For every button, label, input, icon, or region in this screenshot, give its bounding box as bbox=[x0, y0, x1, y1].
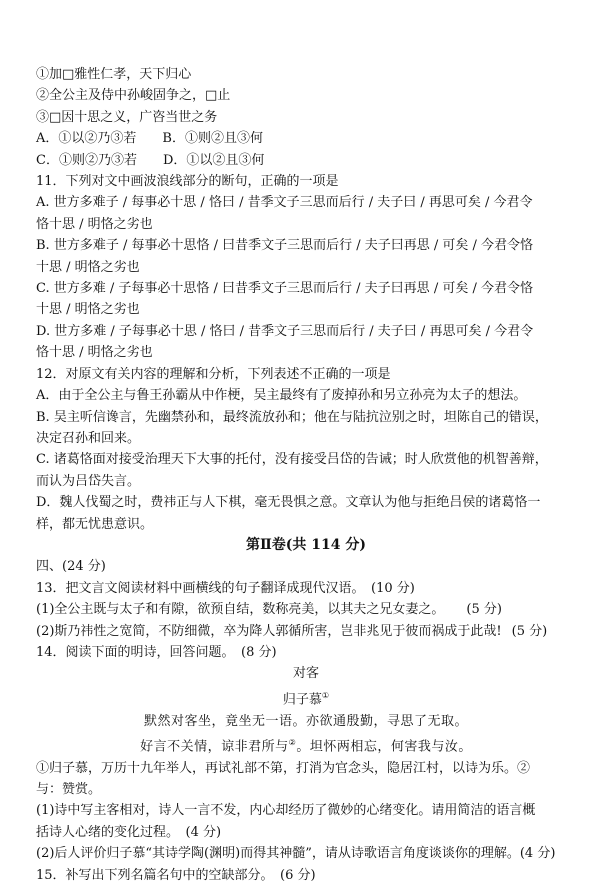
q14-item-1-cont: 括诗人心绪的变化过程。 (4 分) bbox=[36, 824, 222, 840]
footnote-marker-1: ① bbox=[321, 690, 330, 700]
poem-line-2-a: 好言不关情，谅非君所与 bbox=[140, 739, 289, 755]
footnote-line: ①归子慕，万历十九年举人，再试礼部不第，打消为官念头，隐居江村，以诗为乐。② bbox=[36, 760, 531, 776]
choice-ab: A．①以②乃③若 B．①则②且③何 bbox=[36, 131, 263, 147]
poem-line-1: 默然对客坐，竟坐无一语。亦欲通殷勤，寻思了无取。 bbox=[143, 713, 468, 729]
q11-option-d: D. 世方多难 / 子每事必十思 / 恪曰 / 昔季文子三思而后行 / 夫子曰 / 再思可矣 / 今君令 bbox=[36, 323, 534, 339]
q13-item-1-text: (1)全公主既与太子和有隙，欲预自结，数称亮美，以其夫之兄女妻之。 bbox=[36, 602, 445, 618]
q13-item-2-score: (5 分) bbox=[511, 623, 548, 639]
option-line-1: ①加□雅性仁孝，天下归心 bbox=[36, 67, 192, 82]
document-body bbox=[36, 64, 576, 886]
q11-option-c: C. 世方多难 / 子每事必十思恪 / 曰昔季文子三思而后行 / 夫子曰再思 / 可矣 / 今君令恪 bbox=[36, 281, 533, 297]
poem-title: 对客 bbox=[292, 666, 319, 682]
footnote-line-cont: 与：赞赏。 bbox=[36, 782, 102, 798]
q11-option-d-cont: 恪十思 / 明恪之劣也 bbox=[36, 345, 153, 361]
q11-option-a-cont: 恪十思 / 明恪之劣也 bbox=[36, 216, 153, 232]
poem-line-2-b: 。坦怀两相忘，何害我与汝。 bbox=[296, 739, 472, 755]
q11-option-b-cont: 十思 / 明恪之劣也 bbox=[36, 259, 140, 275]
q12-option-b-cont: 决定召孙和回来。 bbox=[36, 430, 141, 446]
question-12: 12．对原文有关内容的理解和分析，下列表述不正确的一项是 bbox=[36, 366, 391, 382]
q11-option-c-cont: 十思 / 明恪之劣也 bbox=[36, 302, 140, 318]
question-11: 11．下列对文中画波浪线部分的断句，正确的一项是 bbox=[36, 174, 339, 190]
q12-option-a: A．由于全公主与鲁王孙霸从中作梗，吴主最终有了废掉孙和另立孙亮为太子的想法。 bbox=[36, 388, 527, 404]
q12-option-d: D．魏人伐蜀之时，费祎正与人下棋，毫无畏惧之意。文章认为他与拒绝吕侯的诸葛恪一 bbox=[36, 495, 541, 511]
q12-option-c: C. 诸葛恪面对接受治理天下大事的托付，没有接受吕岱的告诫；时人欣赏他的机智善辩， bbox=[36, 452, 548, 468]
q14-item-1: (1)诗中写主客相对，诗人一言不发，内心却经历了微妙的心绪变化。请用简洁的语言概 bbox=[36, 803, 536, 819]
q14-item-2: (2)后人评价归子慕“其诗学陶(渊明)而得其神髓”，请从诗歌语言角度谈谈你的理解。(4 分) bbox=[36, 846, 556, 862]
section-title: 第Ⅱ卷(共 114 分) bbox=[245, 536, 367, 553]
q13-item-2-text: (2)斯乃祎性之宽简，不防细微，卒为降人郭循所害，岂非兆见于彼而祸成于此哉! bbox=[36, 623, 502, 639]
section-four: 四、(24 分) bbox=[36, 559, 106, 575]
option-line-2: ②全公主及侍中孙峻固争之，□止 bbox=[36, 88, 231, 104]
q13-item-1 bbox=[36, 599, 576, 620]
poem-author bbox=[36, 685, 576, 711]
q11-option-b: B. 世方多难子 / 每事必十思恪 / 曰昔季文子三思而后行 / 夫子曰再思 / 可矣 / 今君令恪 bbox=[36, 238, 534, 254]
poem-author-name: 归子慕 bbox=[282, 692, 322, 708]
question-14: 14．阅读下面的明诗，回答问题。 (8 分) bbox=[36, 644, 277, 660]
option-line-3: ③□因十思之义，广咨当世之务 bbox=[36, 109, 218, 125]
q12-option-b: B. 吴主听信谗言，先幽禁孙和，最终流放孙和；他在与陆抗泣别之时，坦陈自己的错误， bbox=[36, 409, 548, 425]
q12-option-d-cont: 样，都无忧患意识。 bbox=[36, 516, 154, 532]
q12-option-c-cont: 而认为吕岱失言。 bbox=[36, 473, 141, 489]
footnote-marker-2: ② bbox=[288, 737, 297, 747]
q13-item-2 bbox=[36, 621, 576, 642]
question-15: 15．补写出下列名篇名句中的空缺部分。 (6 分) bbox=[36, 867, 316, 883]
question-13: 13．把文言文阅读材料中画横线的句子翻译成现代汉语。 (10 分) bbox=[36, 580, 415, 596]
choice-cd: C．①则②乃③若 D．①以②且③何 bbox=[36, 152, 265, 168]
poem-line-2 bbox=[36, 732, 576, 758]
q13-item-1-score: (5 分) bbox=[466, 602, 502, 618]
q11-option-a: A. 世方多难子 / 每事必十思 / 恪曰 / 昔季文子三思而后行 / 夫子曰 / 再思可矣 / 今君令 bbox=[36, 195, 533, 211]
